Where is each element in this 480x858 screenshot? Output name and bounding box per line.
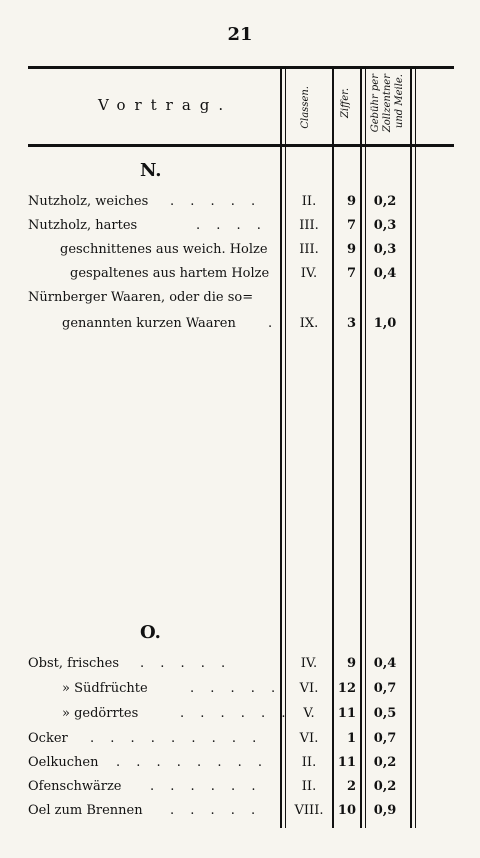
row-fee: 0,2 xyxy=(373,755,397,770)
row-class: IX. xyxy=(299,316,319,331)
row-number: 7 xyxy=(346,218,356,233)
row-name: geschnittenes aus weich. Holze xyxy=(60,242,268,257)
row-name: Ocker xyxy=(28,731,68,746)
table-row xyxy=(0,266,480,288)
row-dots: . . . . . . xyxy=(180,706,292,721)
row-fee: 0,7 xyxy=(373,681,397,696)
row-fee: 0,5 xyxy=(373,706,397,721)
row-name: gespaltenes aus hartem Holze xyxy=(70,266,270,281)
row-class: V. xyxy=(303,706,315,721)
row-dots: . . . . . . . . . xyxy=(90,731,263,746)
header-fee-line2: Zollzentner xyxy=(382,74,393,133)
row-name: Obst, frisches xyxy=(28,656,120,671)
header-classes: Classen. xyxy=(300,86,311,129)
row-number: 1 xyxy=(346,731,356,746)
row-dots: . . . . . xyxy=(140,656,232,671)
section-letter-o: O. xyxy=(140,622,161,643)
header-title: Vortrag. xyxy=(98,96,233,114)
row-number: 9 xyxy=(346,194,356,209)
row-fee: 0,2 xyxy=(373,779,397,794)
row-number: 9 xyxy=(346,242,356,257)
row-name: genannten kurzen Waaren xyxy=(62,316,236,331)
row-number: 9 xyxy=(346,656,356,671)
row-fee: 0,2 xyxy=(373,194,397,209)
row-class: II. xyxy=(301,755,317,770)
row-fee: 1,0 xyxy=(373,316,397,331)
row-name: Ofenschwärze xyxy=(28,779,122,794)
row-name: Oelkuchen xyxy=(28,755,99,770)
row-number: 10 xyxy=(337,803,356,818)
row-class: VI. xyxy=(299,681,319,696)
table-row xyxy=(0,656,480,678)
header-top-rule xyxy=(28,66,454,69)
section-letter-n: N. xyxy=(140,160,162,181)
row-class: II. xyxy=(301,779,317,794)
table-row xyxy=(0,681,480,703)
table-row xyxy=(0,316,480,338)
row-dots: . . . . xyxy=(196,218,267,233)
row-dots: . . . . . xyxy=(190,681,282,696)
row-name: » Südfrüchte xyxy=(62,681,148,696)
table-row xyxy=(0,706,480,728)
row-name: Oel zum Brennen xyxy=(28,803,143,818)
row-class: VI. xyxy=(299,731,319,746)
row-fee: 0,4 xyxy=(373,656,397,671)
row-name: Nutzholz, hartes xyxy=(28,218,138,233)
row-name: Nürnberger Waaren, oder die so= xyxy=(28,290,254,305)
row-name: » gedörrtes xyxy=(62,706,139,721)
row-class: III. xyxy=(299,242,319,257)
table-row xyxy=(0,779,480,801)
table-row xyxy=(0,803,480,825)
row-dots: . . . . . . xyxy=(150,779,262,794)
row-fee: 0,3 xyxy=(373,218,397,233)
row-number: 11 xyxy=(337,755,356,770)
row-fee: 0,9 xyxy=(373,803,397,818)
row-dots: . . . . . xyxy=(170,194,262,209)
row-dots: . xyxy=(268,316,279,331)
row-dots: . . . . . . . . xyxy=(116,755,268,770)
row-number: 2 xyxy=(346,779,356,794)
table-row xyxy=(0,218,480,240)
row-class: IV. xyxy=(300,656,318,671)
row-number: 3 xyxy=(346,316,356,331)
header-number: Ziffer. xyxy=(340,88,351,119)
row-fee: 0,7 xyxy=(373,731,397,746)
row-class: IV. xyxy=(300,266,318,281)
table-row xyxy=(0,755,480,777)
row-class: VIII. xyxy=(294,803,324,818)
header-bottom-rule xyxy=(28,144,454,147)
row-name: Nutzholz, weiches xyxy=(28,194,149,209)
row-number: 12 xyxy=(337,681,356,696)
row-dots: . . . . . xyxy=(170,803,262,818)
row-class: II. xyxy=(301,194,317,209)
table-row xyxy=(0,194,480,216)
row-class: III. xyxy=(299,218,319,233)
row-number: 7 xyxy=(346,266,356,281)
header-fee-line1: Gebühr per xyxy=(370,74,381,133)
table-row xyxy=(0,290,480,312)
row-fee: 0,4 xyxy=(373,266,397,281)
table-row xyxy=(0,242,480,264)
header-fee-line3: und Meile. xyxy=(394,74,405,129)
page-number: 21 xyxy=(227,24,253,45)
row-number: 11 xyxy=(337,706,356,721)
table-row xyxy=(0,731,480,753)
row-fee: 0,3 xyxy=(373,242,397,257)
